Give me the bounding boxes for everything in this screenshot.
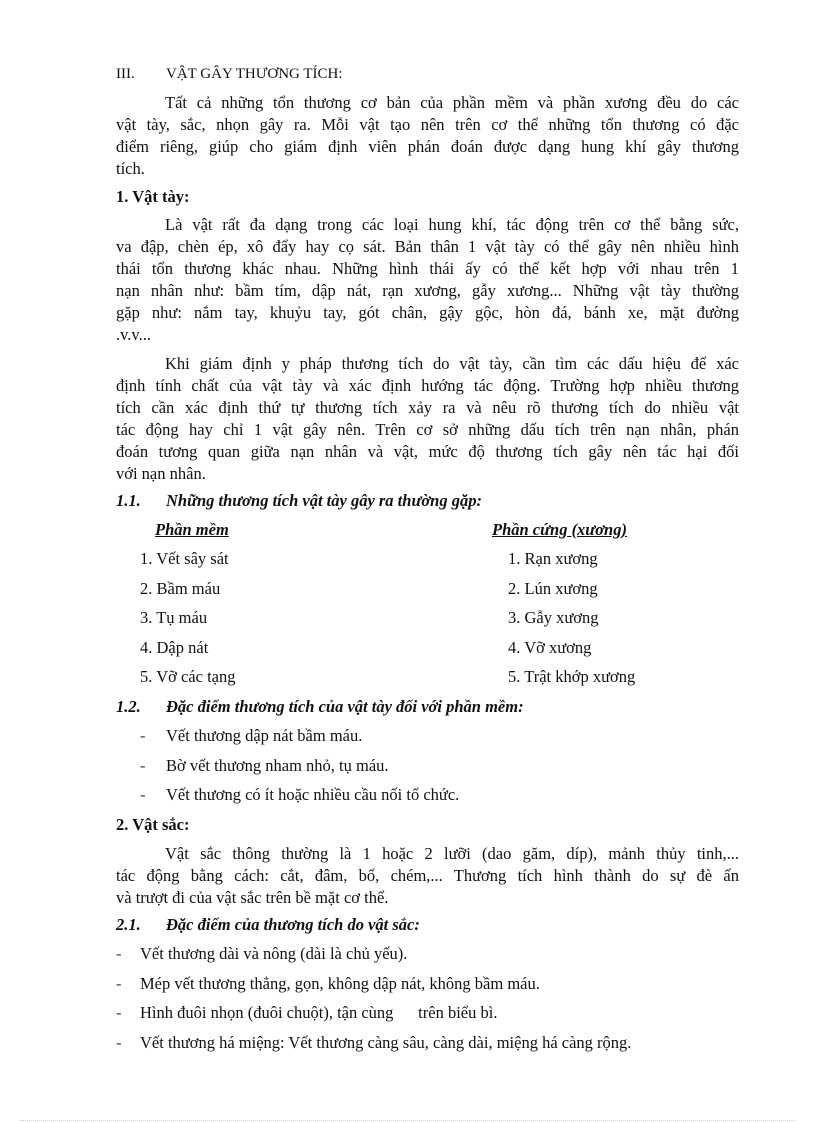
paragraph-line: .v.v... [116, 325, 151, 344]
bullet-dash: - [140, 726, 146, 745]
intro-line: Tất cả những tổn thương cơ bản của phần mềm và phần xương đều do các [165, 93, 739, 112]
section-number: III. [116, 66, 135, 82]
heading-sharp: 2. Vật sắc: [116, 815, 190, 834]
intro-line: điểm riêng, giúp cho giám định viên phán đoán được dạng hung khí gây thương [116, 137, 739, 156]
paragraph-line: Vật sắc thông thường là 1 hoặc 2 lưỡi (dao găm, díp), mảnh thủy tinh,... [165, 844, 739, 863]
soft-tissue-item: 5. Vỡ các tạng [140, 667, 236, 686]
paragraph-line: định tính chất của vật tày và xác định hướng tác động. Trường hợp nhiều thương [116, 376, 739, 395]
subheading-number: 2.1. [116, 915, 141, 934]
bullet-dash: - [116, 1003, 122, 1022]
subheading-number: 1.1. [116, 491, 141, 510]
bullet-item: Vết thương dập nát bầm máu. [166, 726, 363, 745]
bullet-dash: - [140, 756, 146, 775]
bullet-item: Vết thương dài và nông (dài là chủ yếu). [140, 944, 408, 963]
paragraph-line: gặp như: nắm tay, khuỷu tay, gót chân, gậy gộc, hòn đá, bánh xe, mặt đường [116, 303, 739, 322]
bone-item: 2. Lún xương [508, 579, 598, 598]
page-bottom-divider [20, 1120, 796, 1121]
bullet-item: Mép vết thương thẳng, gọn, không dập nát, không bầm máu. [140, 974, 540, 993]
subheading-title: Đặc điểm thương tích của vật tày đối với phần mềm: [166, 697, 524, 716]
bullet-item: Bờ vết thương nham nhỏ, tụ máu. [166, 756, 389, 775]
bullet-item: Vết thương há miệng: Vết thương càng sâu, càng dài, miệng há càng rộng. [140, 1033, 632, 1052]
paragraph-line: tích cần xác định thứ tự thương tích xảy ra và nêu rõ thương tích do nhiều vật [116, 398, 739, 417]
column-header-bone: Phần cứng (xương) [492, 520, 627, 539]
subheading-title: Đặc điểm của thương tích do vật sắc: [166, 915, 420, 934]
bullet-item: Hình đuôi nhọn (đuôi chuột), tận cùng trên biểu bì. [140, 1003, 498, 1022]
paragraph-line: tác động hay chỉ 1 vật gây nên. Trên cơ sở những dấu tích trên nạn nhân, phán [116, 420, 739, 439]
paragraph-line: Là vật rất đa dạng trong các loại hung khí, tác động trên cơ thể bằng sức, [165, 215, 739, 234]
bullet-dash: - [116, 944, 122, 963]
soft-tissue-item: 3. Tụ máu [140, 608, 208, 627]
heading-blunt: 1. Vật tày: [116, 187, 190, 206]
paragraph-line: thái tổn thương khác nhau. Những hình thái ấy có thể kết hợp với nhau trên 1 [116, 259, 739, 278]
bone-item: 5. Trật khớp xương [508, 667, 636, 686]
bullet-dash: - [116, 974, 122, 993]
paragraph-line: Khi giám định y pháp thương tích do vật tày, cần tìm các dấu hiệu để xác [165, 354, 739, 373]
soft-tissue-item: 2. Bầm máu [140, 579, 221, 598]
paragraph-line: nạn nhân như: bầm tím, dập nát, rạn xương, gẫy xương... Những vật tày thường [116, 281, 739, 300]
bullet-dash: - [116, 1033, 122, 1052]
paragraph-line: va đập, chèn ép, xô đẩy hay cọ sát. Bản thân 1 vật tày có thể gây nên nhiều hình [116, 237, 739, 256]
section-title: VẬT GÂY THƯƠNG TÍCH: [166, 66, 343, 82]
intro-line: tích. [116, 159, 145, 178]
intro-line: vật tày, sắc, nhọn gây ra. Mỗi vật tạo nên trên cơ thể những tổn thương có đặc [116, 115, 739, 134]
soft-tissue-item: 4. Dập nát [140, 638, 209, 657]
bone-item: 3. Gẫy xương [508, 608, 599, 627]
paragraph-line: và trượt đi của vật sắc trên bề mặt cơ thể. [116, 888, 389, 907]
bone-item: 4. Vỡ xương [508, 638, 592, 657]
paragraph-line: tác động bằng cách: cắt, đâm, bổ, chém,... Thương tích hình thành do sự đè ấn [116, 866, 739, 885]
bone-item: 1. Rạn xương [508, 549, 598, 568]
bullet-item: Vết thương có ít hoặc nhiều cầu nối tổ chức. [166, 785, 460, 804]
paragraph-line: với nạn nhân. [116, 464, 206, 483]
bullet-dash: - [140, 785, 146, 804]
subheading-number: 1.2. [116, 697, 141, 716]
column-header-soft-tissue: Phần mềm [155, 520, 229, 539]
soft-tissue-item: 1. Vết sây sát [140, 549, 229, 568]
paragraph-line: đoán tương quan giữa nạn nhân và vật, mức độ thương tích gây nên tác hại đối [116, 442, 739, 461]
subheading-title: Những thương tích vật tày gây ra thường gặp: [166, 491, 482, 510]
